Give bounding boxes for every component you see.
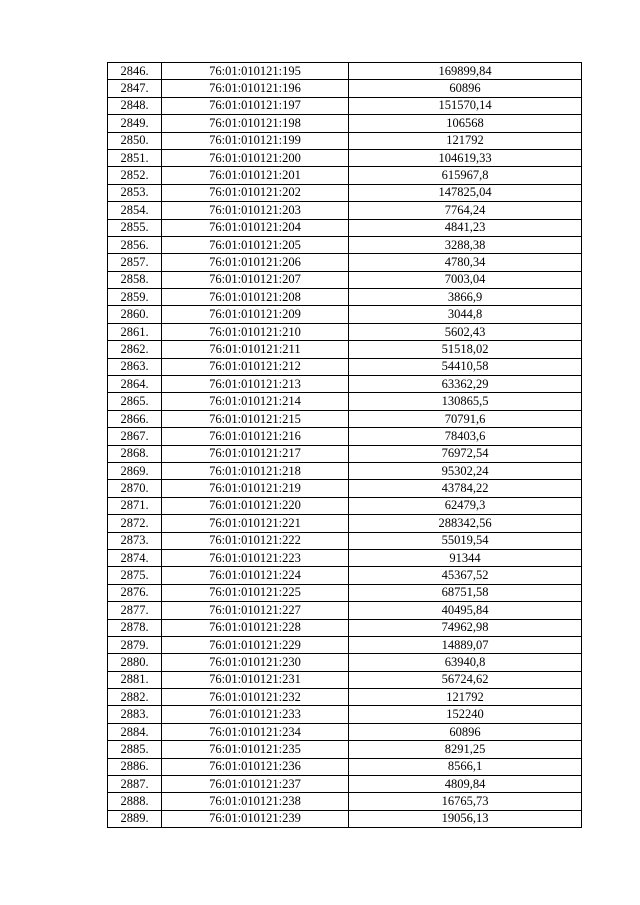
value-cell: 60896 bbox=[349, 723, 582, 740]
value-cell: 121792 bbox=[349, 689, 582, 706]
row-number-cell: 2864. bbox=[108, 376, 162, 393]
value-cell: 5602,43 bbox=[349, 323, 582, 340]
table-row bbox=[108, 184, 582, 201]
table-row bbox=[108, 689, 582, 706]
value-cell: 3288,38 bbox=[349, 236, 582, 253]
cadastral-number-cell: 76:01:010121:212 bbox=[162, 358, 349, 375]
cadastral-number-cell: 76:01:010121:229 bbox=[162, 636, 349, 653]
value-cell: 4809,84 bbox=[349, 776, 582, 793]
value-cell: 62479,3 bbox=[349, 497, 582, 514]
row-number-cell: 2869. bbox=[108, 462, 162, 479]
row-number-cell: 2862. bbox=[108, 341, 162, 358]
row-number-cell: 2878. bbox=[108, 619, 162, 636]
cadastral-number-cell: 76:01:010121:225 bbox=[162, 584, 349, 601]
table-row bbox=[108, 115, 582, 132]
value-cell: 8291,25 bbox=[349, 741, 582, 758]
row-number-cell: 2849. bbox=[108, 115, 162, 132]
table-row bbox=[108, 358, 582, 375]
table-row bbox=[108, 167, 582, 184]
cadastral-number-cell: 76:01:010121:208 bbox=[162, 289, 349, 306]
cadastral-number-cell: 76:01:010121:207 bbox=[162, 271, 349, 288]
table-row bbox=[108, 619, 582, 636]
row-number-cell: 2870. bbox=[108, 480, 162, 497]
value-cell: 130865,5 bbox=[349, 393, 582, 410]
row-number-cell: 2880. bbox=[108, 654, 162, 671]
row-number-cell: 2854. bbox=[108, 202, 162, 219]
cadastral-number-cell: 76:01:010121:218 bbox=[162, 462, 349, 479]
value-cell: 76972,54 bbox=[349, 445, 582, 462]
value-cell: 91344 bbox=[349, 549, 582, 566]
row-number-cell: 2877. bbox=[108, 602, 162, 619]
value-cell: 74962,98 bbox=[349, 619, 582, 636]
cadastral-number-cell: 76:01:010121:209 bbox=[162, 306, 349, 323]
table-row bbox=[108, 271, 582, 288]
table-row bbox=[108, 532, 582, 549]
value-cell: 121792 bbox=[349, 132, 582, 149]
value-cell: 54410,58 bbox=[349, 358, 582, 375]
row-number-cell: 2875. bbox=[108, 567, 162, 584]
cadastral-number-cell: 76:01:010121:211 bbox=[162, 341, 349, 358]
cadastral-number-cell: 76:01:010121:231 bbox=[162, 671, 349, 688]
table-row bbox=[108, 567, 582, 584]
row-number-cell: 2881. bbox=[108, 671, 162, 688]
value-cell: 8566,1 bbox=[349, 758, 582, 775]
cadastral-number-cell: 76:01:010121:216 bbox=[162, 428, 349, 445]
row-number-cell: 2874. bbox=[108, 549, 162, 566]
cadastral-number-cell: 76:01:010121:202 bbox=[162, 184, 349, 201]
table-row bbox=[108, 549, 582, 566]
value-cell: 615967,8 bbox=[349, 167, 582, 184]
cadastral-number-cell: 76:01:010121:199 bbox=[162, 132, 349, 149]
table-row bbox=[108, 132, 582, 149]
row-number-cell: 2853. bbox=[108, 184, 162, 201]
cadastral-number-cell: 76:01:010121:210 bbox=[162, 323, 349, 340]
table-row bbox=[108, 671, 582, 688]
cadastral-number-cell: 76:01:010121:223 bbox=[162, 549, 349, 566]
cadastral-number-cell: 76:01:010121:214 bbox=[162, 393, 349, 410]
table-row bbox=[108, 289, 582, 306]
value-cell: 45367,52 bbox=[349, 567, 582, 584]
cadastral-number-cell: 76:01:010121:217 bbox=[162, 445, 349, 462]
cadastral-number-cell: 76:01:010121:234 bbox=[162, 723, 349, 740]
row-number-cell: 2847. bbox=[108, 80, 162, 97]
table-row bbox=[108, 149, 582, 166]
row-number-cell: 2846. bbox=[108, 63, 162, 80]
cadastral-number-cell: 76:01:010121:200 bbox=[162, 149, 349, 166]
table-row bbox=[108, 480, 582, 497]
row-number-cell: 2879. bbox=[108, 636, 162, 653]
cadastral-number-cell: 76:01:010121:230 bbox=[162, 654, 349, 671]
value-cell: 14889,07 bbox=[349, 636, 582, 653]
row-number-cell: 2887. bbox=[108, 776, 162, 793]
row-number-cell: 2859. bbox=[108, 289, 162, 306]
cadastral-number-cell: 76:01:010121:237 bbox=[162, 776, 349, 793]
table-row bbox=[108, 97, 582, 114]
row-number-cell: 2866. bbox=[108, 410, 162, 427]
cadastral-number-cell: 76:01:010121:222 bbox=[162, 532, 349, 549]
table-row bbox=[108, 63, 582, 80]
row-number-cell: 2871. bbox=[108, 497, 162, 514]
table-row bbox=[108, 584, 582, 601]
row-number-cell: 2882. bbox=[108, 689, 162, 706]
cadastral-number-cell: 76:01:010121:227 bbox=[162, 602, 349, 619]
value-cell: 51518,02 bbox=[349, 341, 582, 358]
row-number-cell: 2850. bbox=[108, 132, 162, 149]
row-number-cell: 2856. bbox=[108, 236, 162, 253]
table-row bbox=[108, 80, 582, 97]
value-cell: 169899,84 bbox=[349, 63, 582, 80]
value-cell: 40495,84 bbox=[349, 602, 582, 619]
row-number-cell: 2858. bbox=[108, 271, 162, 288]
cadastral-number-cell: 76:01:010121:236 bbox=[162, 758, 349, 775]
table-row bbox=[108, 810, 582, 827]
value-cell: 288342,56 bbox=[349, 515, 582, 532]
row-number-cell: 2868. bbox=[108, 445, 162, 462]
table-row bbox=[108, 202, 582, 219]
value-cell: 55019,54 bbox=[349, 532, 582, 549]
row-number-cell: 2855. bbox=[108, 219, 162, 236]
row-number-cell: 2884. bbox=[108, 723, 162, 740]
value-cell: 4780,34 bbox=[349, 254, 582, 271]
cadastral-number-cell: 76:01:010121:197 bbox=[162, 97, 349, 114]
cadastral-value-table bbox=[107, 62, 582, 828]
table-row bbox=[108, 497, 582, 514]
table-row bbox=[108, 219, 582, 236]
table-row bbox=[108, 706, 582, 723]
cadastral-number-cell: 76:01:010121:205 bbox=[162, 236, 349, 253]
value-cell: 16765,73 bbox=[349, 793, 582, 810]
cadastral-number-cell: 76:01:010121:238 bbox=[162, 793, 349, 810]
value-cell: 70791,6 bbox=[349, 410, 582, 427]
value-cell: 43784,22 bbox=[349, 480, 582, 497]
table-row bbox=[108, 602, 582, 619]
value-cell: 78403,6 bbox=[349, 428, 582, 445]
value-cell: 3044,8 bbox=[349, 306, 582, 323]
row-number-cell: 2867. bbox=[108, 428, 162, 445]
table-row bbox=[108, 445, 582, 462]
cadastral-number-cell: 76:01:010121:213 bbox=[162, 376, 349, 393]
value-cell: 7764,24 bbox=[349, 202, 582, 219]
value-cell: 3866,9 bbox=[349, 289, 582, 306]
value-cell: 60896 bbox=[349, 80, 582, 97]
cadastral-number-cell: 76:01:010121:235 bbox=[162, 741, 349, 758]
row-number-cell: 2863. bbox=[108, 358, 162, 375]
cadastral-number-cell: 76:01:010121:232 bbox=[162, 689, 349, 706]
table-row bbox=[108, 636, 582, 653]
row-number-cell: 2860. bbox=[108, 306, 162, 323]
value-cell: 95302,24 bbox=[349, 462, 582, 479]
value-cell: 68751,58 bbox=[349, 584, 582, 601]
cadastral-number-cell: 76:01:010121:203 bbox=[162, 202, 349, 219]
cadastral-number-cell: 76:01:010121:201 bbox=[162, 167, 349, 184]
value-cell: 63940,8 bbox=[349, 654, 582, 671]
value-cell: 104619,33 bbox=[349, 149, 582, 166]
row-number-cell: 2851. bbox=[108, 149, 162, 166]
cadastral-number-cell: 76:01:010121:196 bbox=[162, 80, 349, 97]
value-cell: 152240 bbox=[349, 706, 582, 723]
cadastral-number-cell: 76:01:010121:228 bbox=[162, 619, 349, 636]
row-number-cell: 2876. bbox=[108, 584, 162, 601]
table-row bbox=[108, 741, 582, 758]
value-cell: 151570,14 bbox=[349, 97, 582, 114]
table-row bbox=[108, 341, 582, 358]
row-number-cell: 2852. bbox=[108, 167, 162, 184]
cadastral-number-cell: 76:01:010121:215 bbox=[162, 410, 349, 427]
table-row bbox=[108, 410, 582, 427]
value-cell: 4841,23 bbox=[349, 219, 582, 236]
row-number-cell: 2861. bbox=[108, 323, 162, 340]
table-row bbox=[108, 723, 582, 740]
cadastral-number-cell: 76:01:010121:220 bbox=[162, 497, 349, 514]
cadastral-number-cell: 76:01:010121:206 bbox=[162, 254, 349, 271]
value-cell: 147825,04 bbox=[349, 184, 582, 201]
cadastral-number-cell: 76:01:010121:233 bbox=[162, 706, 349, 723]
row-number-cell: 2885. bbox=[108, 741, 162, 758]
table-row bbox=[108, 393, 582, 410]
table-row bbox=[108, 462, 582, 479]
table-row bbox=[108, 654, 582, 671]
value-cell: 7003,04 bbox=[349, 271, 582, 288]
value-cell: 19056,13 bbox=[349, 810, 582, 827]
row-number-cell: 2886. bbox=[108, 758, 162, 775]
value-cell: 63362,29 bbox=[349, 376, 582, 393]
cadastral-number-cell: 76:01:010121:221 bbox=[162, 515, 349, 532]
row-number-cell: 2888. bbox=[108, 793, 162, 810]
cadastral-number-cell: 76:01:010121:198 bbox=[162, 115, 349, 132]
table-row bbox=[108, 428, 582, 445]
table-row bbox=[108, 323, 582, 340]
table-row bbox=[108, 306, 582, 323]
row-number-cell: 2873. bbox=[108, 532, 162, 549]
row-number-cell: 2872. bbox=[108, 515, 162, 532]
table-row bbox=[108, 776, 582, 793]
cadastral-number-cell: 76:01:010121:224 bbox=[162, 567, 349, 584]
table-row bbox=[108, 254, 582, 271]
table-row bbox=[108, 758, 582, 775]
table-row bbox=[108, 793, 582, 810]
row-number-cell: 2865. bbox=[108, 393, 162, 410]
row-number-cell: 2848. bbox=[108, 97, 162, 114]
row-number-cell: 2889. bbox=[108, 810, 162, 827]
table-row bbox=[108, 515, 582, 532]
value-cell: 106568 bbox=[349, 115, 582, 132]
value-cell: 56724,62 bbox=[349, 671, 582, 688]
table-row bbox=[108, 236, 582, 253]
cadastral-number-cell: 76:01:010121:195 bbox=[162, 63, 349, 80]
cadastral-number-cell: 76:01:010121:239 bbox=[162, 810, 349, 827]
cadastral-number-cell: 76:01:010121:204 bbox=[162, 219, 349, 236]
table-body bbox=[108, 63, 582, 828]
row-number-cell: 2857. bbox=[108, 254, 162, 271]
row-number-cell: 2883. bbox=[108, 706, 162, 723]
cadastral-number-cell: 76:01:010121:219 bbox=[162, 480, 349, 497]
table-row bbox=[108, 376, 582, 393]
